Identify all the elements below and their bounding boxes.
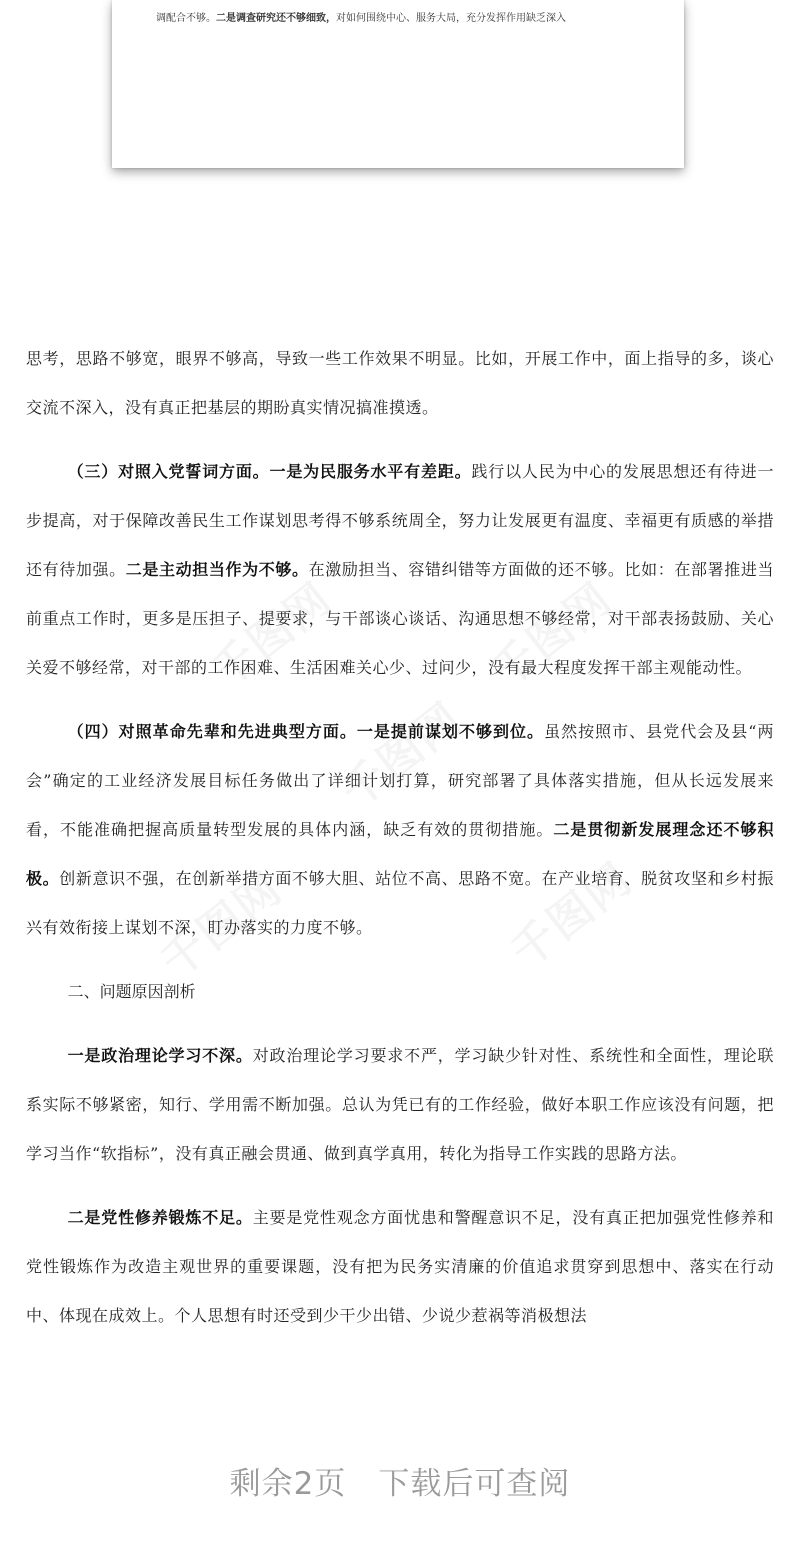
paragraph-pioneers-section: （四）对照革命先辈和先进典型方面。一是提前谋划不够到位。虽然按照市、县党代会及县“两会”确定的工业经济发展目标任务做出了详细计划打算，研究部署了具体落实措施，但从长远发展来看，不能准确把握高质量转型发展的具体内涵，缺乏有效的贯彻措施。二是贯彻新发展理念还不够积极。创新意识不强，在创新举措方面不够大胆、站位不高、思路不宽。在产业培育、脱贫攻坚和乡村振兴有效衔接上谋划不深，盯办落实的力度不够。 bbox=[26, 722, 774, 937]
remaining-pages-label: 剩余2页 bbox=[229, 1466, 347, 1502]
section-heading: 二、问题原因剖析 bbox=[67, 982, 196, 1001]
paragraph-oath-section: （三）对照入党誓词方面。一是为民服务水平有差距。践行以人民为中心的发展思想还有待进一步提高，对于保障改善民生工作谋划思考得不够系统周全，努力让发展更有温度、幸福更有质感的举措还有待加强。二是主动担当作为不够。在激励担当、容错纠错等方面做的还不够。比如：在部署推进当前重点工作时，更多是压担子、提要求，与干部谈心谈话、沟通思想不够经常，对干部表扬鼓励、关心关爱不够经常，对干部的工作困难、生活困难关心少、过问少，没有最大程度发挥干部主观能动性。 bbox=[26, 462, 774, 677]
paragraph-party-cultivation: 二是党性修养锻炼不足。主要是党性观念方面忧患和警醒意识不足，没有真正把加强党性修养和党性锻炼作为改造主观世界的重要课题，没有把为民务实清廉的价值追求贯穿到思想中、落实在行动中、体现在成效上。个人思想有时还受到少干少出错、少说少惹祸等消极想法 bbox=[26, 1208, 774, 1325]
download-to-view-label: 下载后可查阅 bbox=[378, 1466, 571, 1502]
preview-page-card bbox=[112, 0, 684, 168]
preview-text-line: 调配合不够。二是调查研究还不够细致，对如何围绕中心、服务大局，充分发挥作用缺乏深入 bbox=[156, 13, 566, 24]
document-body bbox=[26, 334, 774, 1340]
paragraph-continuation: 思考，思路不够宽，眼界不够高，导致一些工作效果不明显。比如，开展工作中，面上指导的多，谈心交流不深入，没有真正把基层的期盼真实情况搞准摸透。 bbox=[26, 349, 774, 417]
paragraph-theory-study: 一是政治理论学习不深。对政治理论学习要求不严，学习缺少针对性、系统性和全面性，理论联系实际不够紧密，知行、学用需不断加强。总认为凭已有的工作经验，做好本职工作应该没有问题，把学习当作“软指标”，没有真正融会贯通、做到真学真用，转化为指导工作实践的思路方法。 bbox=[26, 1046, 774, 1163]
download-prompt-banner[interactable] bbox=[0, 1458, 800, 1503]
